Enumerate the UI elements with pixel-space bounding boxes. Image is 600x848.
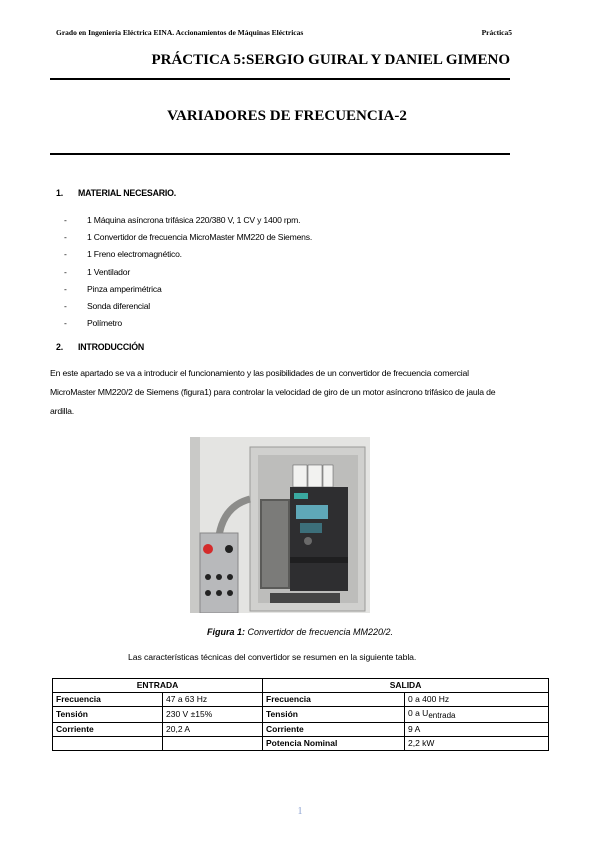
title-rule-top — [50, 78, 510, 80]
section-heading-material — [56, 188, 176, 198]
list-item — [64, 214, 312, 231]
table-cell — [405, 707, 549, 723]
list-item-text: 1 Convertidor de frecuencia MicroMaster MM220 de Siemens. — [87, 232, 313, 243]
table-row — [53, 723, 549, 737]
figure-caption — [50, 627, 550, 637]
table-cell-text: 0 a U — [408, 708, 429, 718]
table-row — [53, 693, 549, 707]
section-number: 1. — [56, 188, 63, 198]
list-bullet: - — [64, 215, 67, 225]
list-item-text: Sonda diferencial — [87, 300, 151, 311]
table-cell: 230 V ±15% — [163, 707, 263, 723]
salida-header: SALIDA — [263, 679, 549, 693]
list-item — [64, 317, 312, 334]
page-subtitle: VARIADORES DE FRECUENCIA-2 — [167, 108, 407, 124]
list-item — [64, 283, 312, 300]
list-item-text: 1 Freno electromagnético. — [87, 249, 182, 260]
materials-list — [64, 214, 312, 334]
header-right: Práctica5 — [481, 28, 512, 37]
page-title: PRÁCTICA 5:SERGIO GUIRAL Y DANIEL GIMENO — [151, 52, 510, 68]
list-item-text: 1 Ventilador — [87, 266, 130, 277]
table-cell: 0 a 400 Hz — [405, 693, 549, 707]
list-bullet: - — [64, 232, 67, 243]
list-bullet: - — [64, 266, 67, 277]
table-cell: Tensión — [263, 707, 405, 723]
table-row — [53, 737, 549, 751]
table-row — [53, 707, 549, 723]
table-cell: 2,2 kW — [405, 737, 549, 751]
list-item-text: Pinza amperimétrica — [87, 283, 162, 294]
table-cell: Tensión — [53, 707, 163, 723]
table-cell-subscript: entrada — [428, 711, 456, 720]
table-cell: Frecuencia — [53, 693, 163, 707]
list-item — [64, 248, 312, 265]
converter-photo-illustration — [190, 437, 370, 613]
list-item — [64, 300, 312, 317]
converter-photo — [190, 437, 370, 613]
section-number: 2. — [56, 342, 63, 352]
entrada-header: ENTRADA — [53, 679, 263, 693]
table-header-row — [53, 679, 549, 693]
table-cell: 20,2 A — [163, 723, 263, 737]
table-cell: Frecuencia — [263, 693, 405, 707]
section-heading-intro — [56, 342, 144, 352]
list-bullet: - — [64, 300, 67, 311]
table-cell: Corriente — [263, 723, 405, 737]
specs-table — [52, 678, 549, 751]
list-bullet: - — [64, 249, 67, 260]
list-item — [64, 266, 312, 283]
section-title: INTRODUCCIÓN — [78, 342, 145, 352]
header-left: Grado en Ingeniería Eléctrica EINA. Accionamientos de Máquinas Eléctricas — [56, 28, 304, 37]
list-item — [64, 231, 312, 248]
table-cell — [163, 737, 263, 751]
list-item-text: Polímetro — [87, 318, 122, 329]
section-title: MATERIAL NECESARIO. — [78, 188, 177, 198]
table-cell: Corriente — [53, 723, 163, 737]
title-rule-bottom — [50, 153, 510, 155]
intro-paragraph: En este apartado se va a introducir el funcionamiento y las posibilidades de un convertidor de frecuencia comercial MicroMaster MM220/2 de Siemens (figura1) para controlar la velocidad de giro de un motor asíncrono trifásico de jaula de ardilla. — [50, 368, 496, 416]
table-cell — [53, 737, 163, 751]
list-bullet: - — [64, 283, 67, 294]
figure-label: Figura 1: — [206, 627, 245, 637]
list-bullet: - — [64, 318, 67, 329]
figure-caption-text: Convertidor de frecuencia MM220/2. — [244, 627, 394, 637]
table-cell: 47 a 63 Hz — [163, 693, 263, 707]
table-cell: 9 A — [405, 723, 549, 737]
table-intro-text: Las características técnicas del convertidor se resumen en la siguiente tabla. — [128, 652, 417, 662]
page-number: 1 — [297, 806, 303, 817]
table-cell: Potencia Nominal — [263, 737, 405, 751]
list-item-text: 1 Máquina asíncrona trifásica 220/380 V, 1 CV y 1400 rpm. — [87, 215, 301, 225]
